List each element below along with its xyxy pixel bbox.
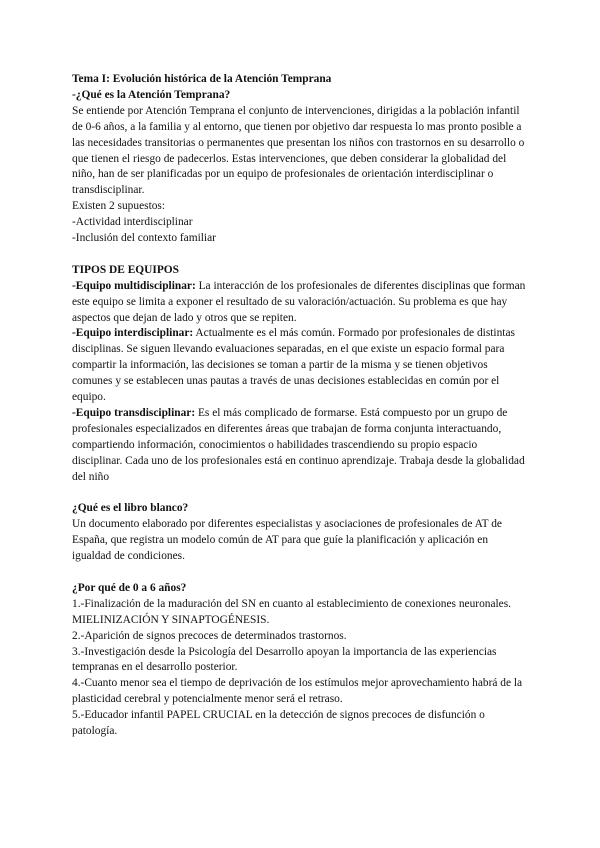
paragraph-definicion: Se entiende por Atención Temprana el conjunto de intervenciones, dirigidas a la población infantil de 0-6 años, a la familia y al entorno, que tienen por objetivo dar respuesta lo mas pronto posible a las necesidades transitorias o permanentes que presentan los niños con trastornos en su desarrollo o que tienen el riesgo de padecerlos. Estas intervenciones, que deben considerar la globalidad del niño, han de ser planificadas por un equipo de profesionales de orientación interdisciplinar o transdisciplinar. bbox=[72, 104, 525, 197]
equipo-label: -Equipo multidisciplinar: bbox=[72, 279, 196, 292]
list-item: 5.-Educador infantil PAPEL CRUCIAL en la detección de signos precoces de disfunción o patología. bbox=[72, 709, 485, 738]
equipo-paragraph-transdisciplinar bbox=[72, 406, 530, 486]
equipo-text: Actualmente es el más común. Formado por profesionales de distintas disciplinas. Se siguen llevando evaluaciones separadas, en el que existe un espacio formal para compartir la información, las decisiones se toman a partir de la misma y se tienen objetivos comunes y se establecen unas pautas a través de unas decisiones establecidas en común por el equipo. bbox=[72, 327, 515, 404]
section-heading-tipos-equipos: TIPOS DE EQUIPOS bbox=[72, 263, 179, 276]
list-item: 3.-Investigación desde la Psicología del Desarrollo apoyan la importancia de las experiencias tempranas en el desarrollo posterior. bbox=[72, 645, 497, 674]
list-item: 1.-Finalización de la maduración del SN en cuanto al establecimiento de conexiones neuronales. MIELINIZACIÓN Y SINAPTOGÉNESIS. bbox=[72, 597, 512, 626]
section-heading-por-que: ¿Por qué de 0 a 6 años? bbox=[72, 581, 187, 594]
equipo-label: -Equipo interdisciplinar: bbox=[72, 327, 194, 340]
spacer bbox=[72, 565, 530, 581]
equipo-text: La interacción de los profesionales de diferentes disciplinas que forman este equipo se limita a exponer el resultado de su valoración/actuación. Su problema es que hay aspectos que dejan de lado y otros que se repiten. bbox=[72, 279, 526, 324]
spacer bbox=[72, 486, 530, 502]
list-item: 4.-Cuanto menor sea el tiempo de deprivación de los estímulos mejor aprovechamiento habrá de la plasticidad cerebral y potencialmente menor será el retraso. bbox=[72, 677, 523, 706]
supuesto-item: -Actividad interdisciplinar bbox=[72, 216, 193, 229]
list-item: 2.-Aparición de signos precoces de determinados trastornos. bbox=[72, 629, 347, 642]
equipo-paragraph-interdisciplinar bbox=[72, 326, 530, 406]
paragraph-libro-blanco: Un documento elaborado por diferentes especialistas y asociaciones de profesionales de AT de España, que registra un modelo común de AT para que guíe la planificación y aplicación en igualdad de condiciones. bbox=[72, 518, 502, 563]
section-heading-libro-blanco: ¿Qué es el libro blanco? bbox=[72, 502, 189, 515]
equipo-text: Es el más complicado de formarse. Está compuesto por un grupo de profesionales especializados en diferentes áreas que trabajan de forma conjunta interactuando, compartiendo información, conocimientos o habilidades trascendiendo su propio espacio disciplinar. Cada uno de los profesionales está en continuo aprendizaje. Trabaja desde la globalidad del niño bbox=[72, 407, 525, 483]
question-heading-atencion-temprana: -¿Qué es la Atención Temprana? bbox=[72, 88, 231, 101]
equipo-paragraph-multidisciplinar bbox=[72, 279, 530, 327]
equipo-label: -Equipo transdisciplinar: bbox=[72, 407, 196, 420]
document-title: Tema I: Evolución histórica de la Atención Temprana bbox=[72, 73, 332, 85]
supuestos-intro: Existen 2 supuestos: bbox=[72, 200, 166, 213]
supuesto-item: -Inclusión del contexto familiar bbox=[72, 232, 216, 245]
spacer bbox=[72, 247, 530, 263]
document-body bbox=[72, 72, 530, 740]
